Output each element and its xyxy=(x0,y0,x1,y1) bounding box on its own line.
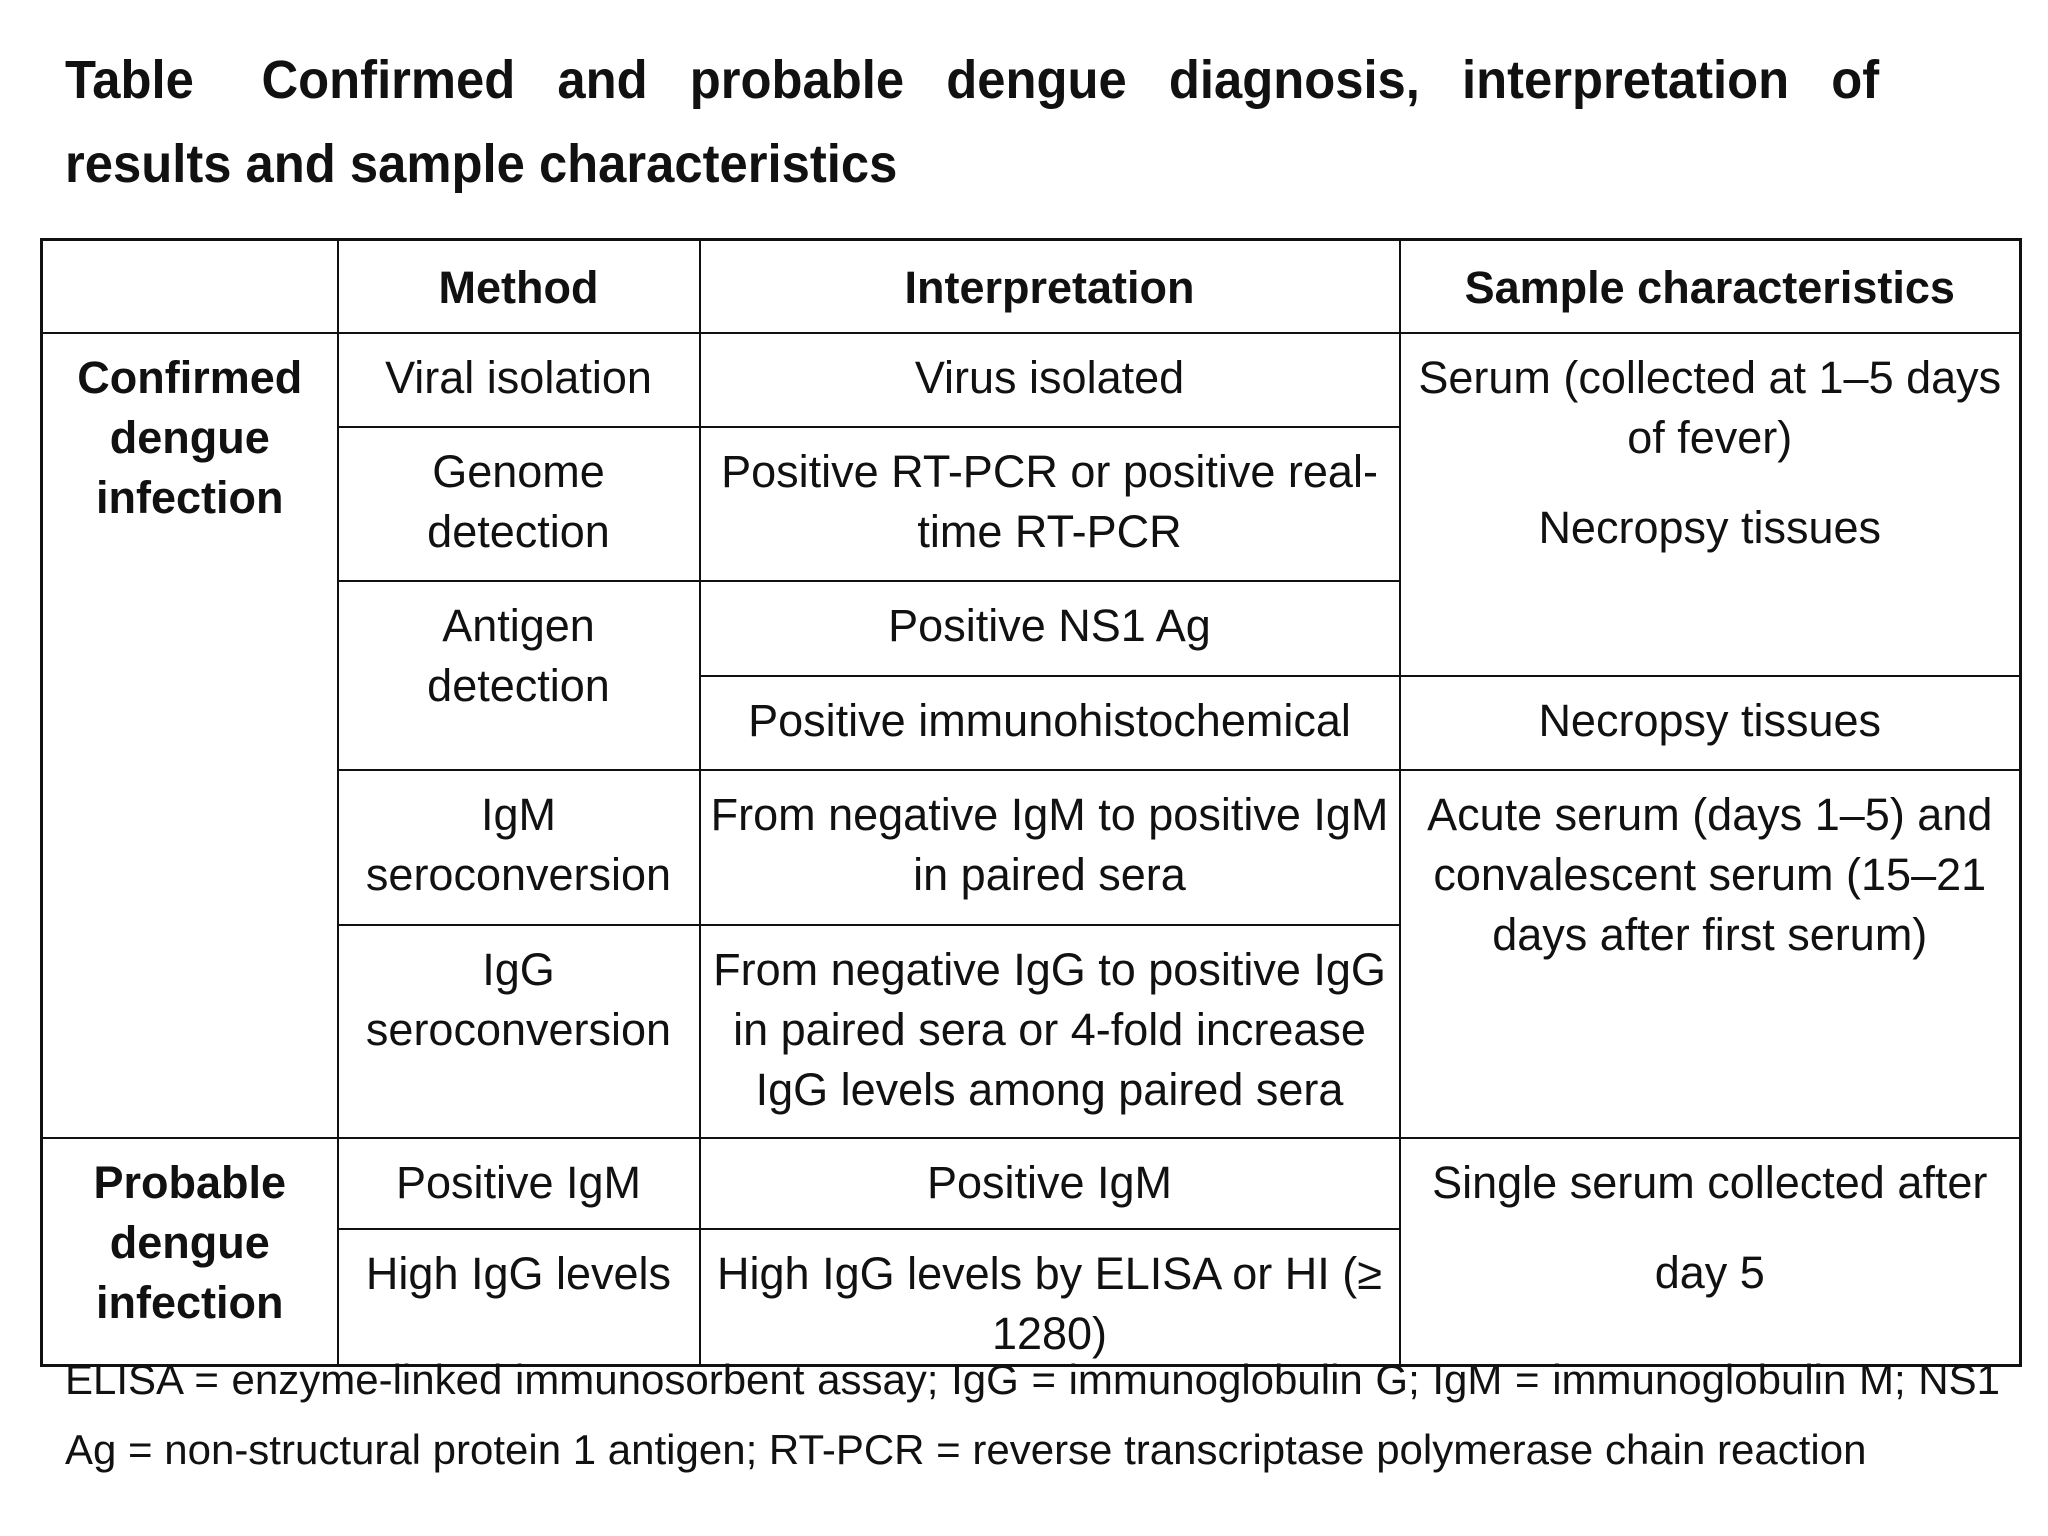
method-cell: IgG seroconversion xyxy=(338,925,700,1138)
interpretation-cell: High IgG levels by ELISA or HI (≥ 1280) xyxy=(700,1229,1400,1366)
interpretation-cell: Positive RT-PCR or positive real-time RT-PCR xyxy=(700,427,1400,581)
header-method: Method xyxy=(338,240,700,333)
method-cell: High IgG levels xyxy=(338,1229,700,1366)
header-empty xyxy=(42,240,338,333)
method-cell: Genome detection xyxy=(338,427,700,581)
interpretation-cell: Positive NS1 Ag xyxy=(700,581,1400,676)
header-interpretation: Interpretation xyxy=(700,240,1400,333)
header-sample-characteristics: Sample characteristics xyxy=(1400,240,2021,333)
method-cell: IgM seroconversion xyxy=(338,770,700,925)
method-cell: Antigen detection xyxy=(338,581,700,770)
table-footnote: ELISA = enzyme-linked immunosorbent assay; IgG = immunoglobulin G; IgM = immunoglobulin M; NS1 Ag = non-structural protein 1 antigen; RT-PCR = reverse transcriptase polymerase chain reaction xyxy=(65,1356,2000,1473)
sample-cell xyxy=(1400,333,2021,676)
method-cell: Viral isolation xyxy=(338,333,700,427)
interpretation-cell: From negative IgM to positive IgM in paired sera xyxy=(700,770,1400,925)
sample-cell: Necropsy tissues xyxy=(1400,676,2021,770)
interpretation-cell: Positive IgM xyxy=(700,1138,1400,1229)
group-confirmed: Confirmed dengue infection xyxy=(42,333,338,1138)
sample-serum-text: Serum (collected at 1–5 days of fever) xyxy=(1418,351,2002,463)
caption-title: Confirmed and probable dengue diagnosis, interpretation of results and sample characteristics xyxy=(65,50,1880,194)
sample-necropsy-text: Necropsy tissues xyxy=(1538,501,1882,553)
sample-cell: Acute serum (days 1–5) and convalescent serum (15–21 days after first serum) xyxy=(1400,770,2021,1138)
table-caption xyxy=(65,38,1879,206)
interpretation-cell: From negative IgG to positive IgG in paired sera or 4-fold increase IgG levels among paired sera xyxy=(700,925,1400,1138)
sample-day5-text: day 5 xyxy=(1654,1246,1765,1298)
caption-label: Table xyxy=(65,50,194,110)
header-row xyxy=(42,240,2021,333)
table-row xyxy=(42,1138,2021,1229)
interpretation-cell: Positive immunohistochemical xyxy=(700,676,1400,770)
interpretation-cell: Virus isolated xyxy=(700,333,1400,427)
sample-cell xyxy=(1400,1138,2021,1366)
method-cell: Positive IgM xyxy=(338,1138,700,1229)
table-row xyxy=(42,770,2021,925)
sample-single-serum-text: Single serum collected after xyxy=(1432,1156,1988,1208)
diagnosis-table xyxy=(40,238,2022,1367)
group-probable: Probable dengue infection xyxy=(42,1138,338,1366)
table-row xyxy=(42,333,2021,427)
